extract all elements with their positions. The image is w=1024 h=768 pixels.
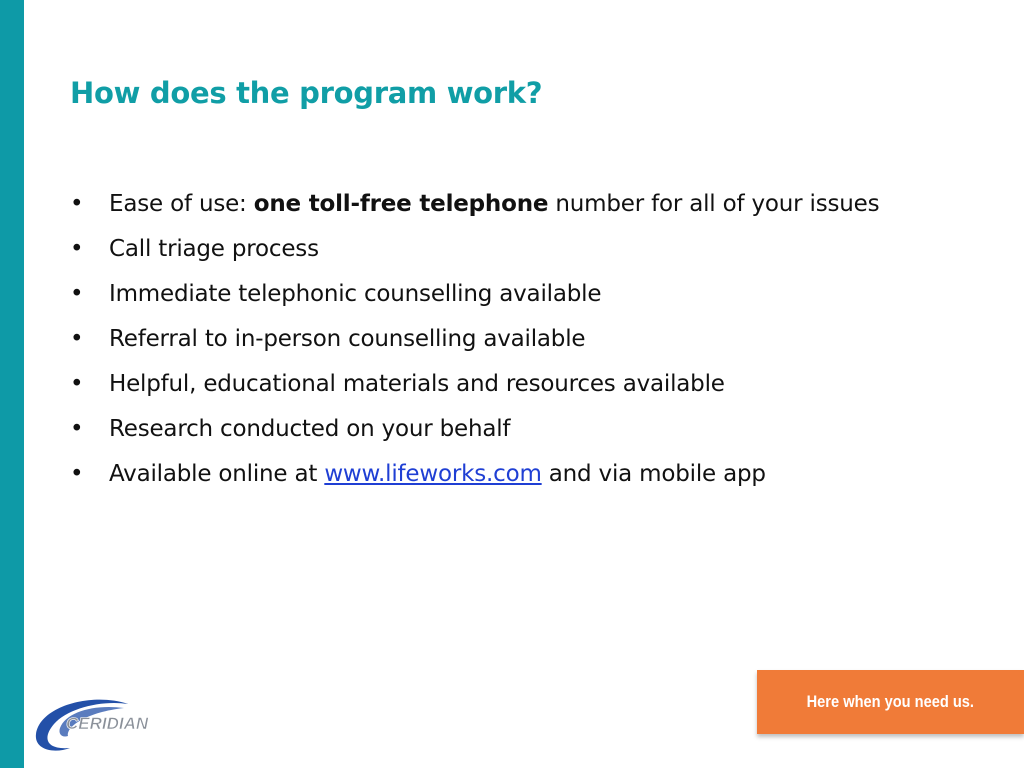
bullet-text-suffix: number for all of your issues: [548, 191, 880, 217]
logo-wordmark: CERIDIAN: [66, 714, 149, 733]
bullet-text: Helpful, educational materials and resources available: [109, 371, 725, 397]
bullet-text: Referral to in-person counselling available: [109, 326, 586, 352]
bullet-text: Research conducted on your behalf: [109, 416, 511, 442]
bullet-glyph: •: [70, 326, 84, 352]
bullet-item-call-triage: [70, 229, 970, 274]
bullet-glyph: •: [70, 371, 84, 397]
bullet-text-bold: one toll-free telephone: [253, 191, 549, 217]
accent-side-bar: [0, 0, 24, 768]
bullet-item-telephonic-counselling: [70, 274, 970, 319]
bullet-list: [70, 184, 970, 499]
ceridian-logo: [32, 694, 184, 756]
bullet-item-materials: [70, 364, 970, 409]
bullet-item-in-person-counselling: [70, 319, 970, 364]
bullet-glyph: •: [70, 191, 84, 217]
bullet-text-suffix: and via mobile app: [541, 461, 766, 487]
bullet-glyph: •: [70, 416, 84, 442]
bullet-item-ease-of-use: [70, 184, 970, 229]
tagline-text: Here when you need us.: [806, 692, 975, 711]
bullet-text-prefix: Available online at: [109, 461, 325, 487]
bullet-text-prefix: Ease of use:: [109, 191, 254, 217]
bullet-text: Immediate telephonic counselling available: [109, 281, 602, 307]
slide-title: How does the program work?: [70, 76, 543, 110]
bullet-glyph: •: [70, 281, 84, 307]
bullet-item-online: [70, 454, 970, 499]
bullet-glyph: •: [70, 461, 84, 487]
lifeworks-link[interactable]: www.lifeworks.com: [324, 461, 542, 487]
bullet-glyph: •: [70, 236, 84, 262]
bullet-item-research: [70, 409, 970, 454]
tagline-banner: [757, 670, 1024, 734]
bullet-text: Call triage process: [109, 236, 319, 262]
